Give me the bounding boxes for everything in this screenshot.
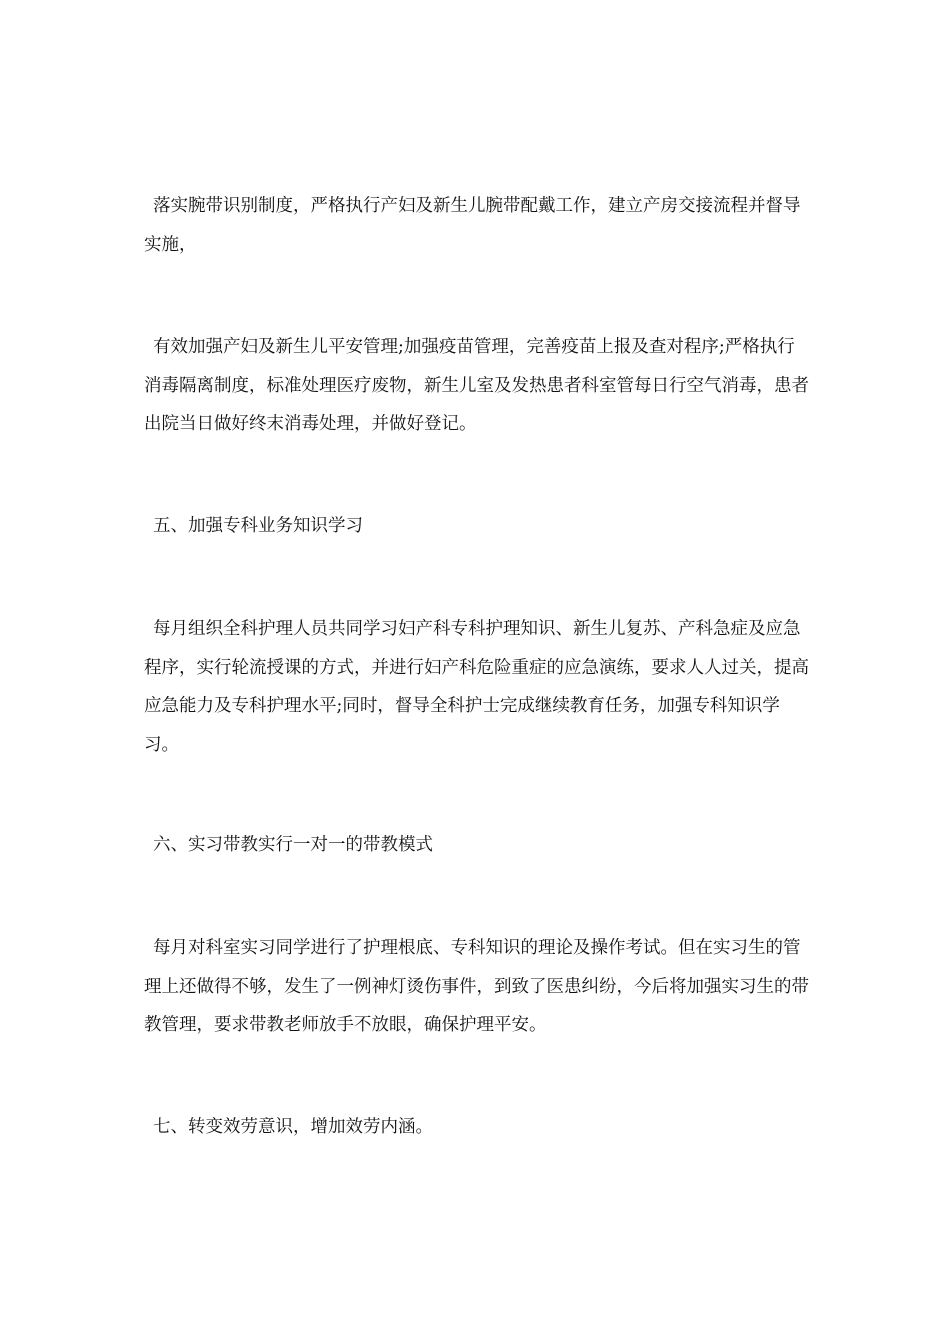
paragraph-intern-teaching: 每月对科室实习同学进行了护理根底、专科知识的理论及操作考试。但在实习生的管理上还做得不够，发生了一例神灯烫伤事件，到致了医患纠纷，今后将加强实习生的带教管理，要求带教老师放手不放眼，确保护理平安。 bbox=[144, 938, 809, 1035]
section-heading-5: 五、加强专科业务知识学习 bbox=[153, 516, 363, 536]
section-heading-6: 六、实习带教实行一对一的带教模式 bbox=[153, 835, 433, 855]
paragraph-specialty-training: 每月组织全科护理人员共同学习妇产科专科护理知识、新生儿复苏、产科急症及应急程序，实行轮流授课的方式，并进行妇产科危险重症的应急演练，要求人人过关，提高应急能力及专科护理水平;同时，督导全科护士完成继续教育任务，加强专科知识学习。 bbox=[144, 619, 809, 755]
paragraph-wristband: 落实腕带识别制度，严格执行产妇及新生儿腕带配戴工作，建立产房交接流程并督导实施， bbox=[144, 196, 801, 255]
paragraph-safety-management: 有效加强产妇及新生儿平安管理;加强疫苗管理，完善疫苗上报及查对程序;严格执行消毒隔离制度，标准处理医疗废物，新生儿室及发热患者科室管每日行空气消毒，患者出院当日做好终末消毒处理，并做好登记。 bbox=[144, 337, 809, 434]
section-heading-7: 七、转变效劳意识，增加效劳内涵。 bbox=[153, 1117, 433, 1137]
